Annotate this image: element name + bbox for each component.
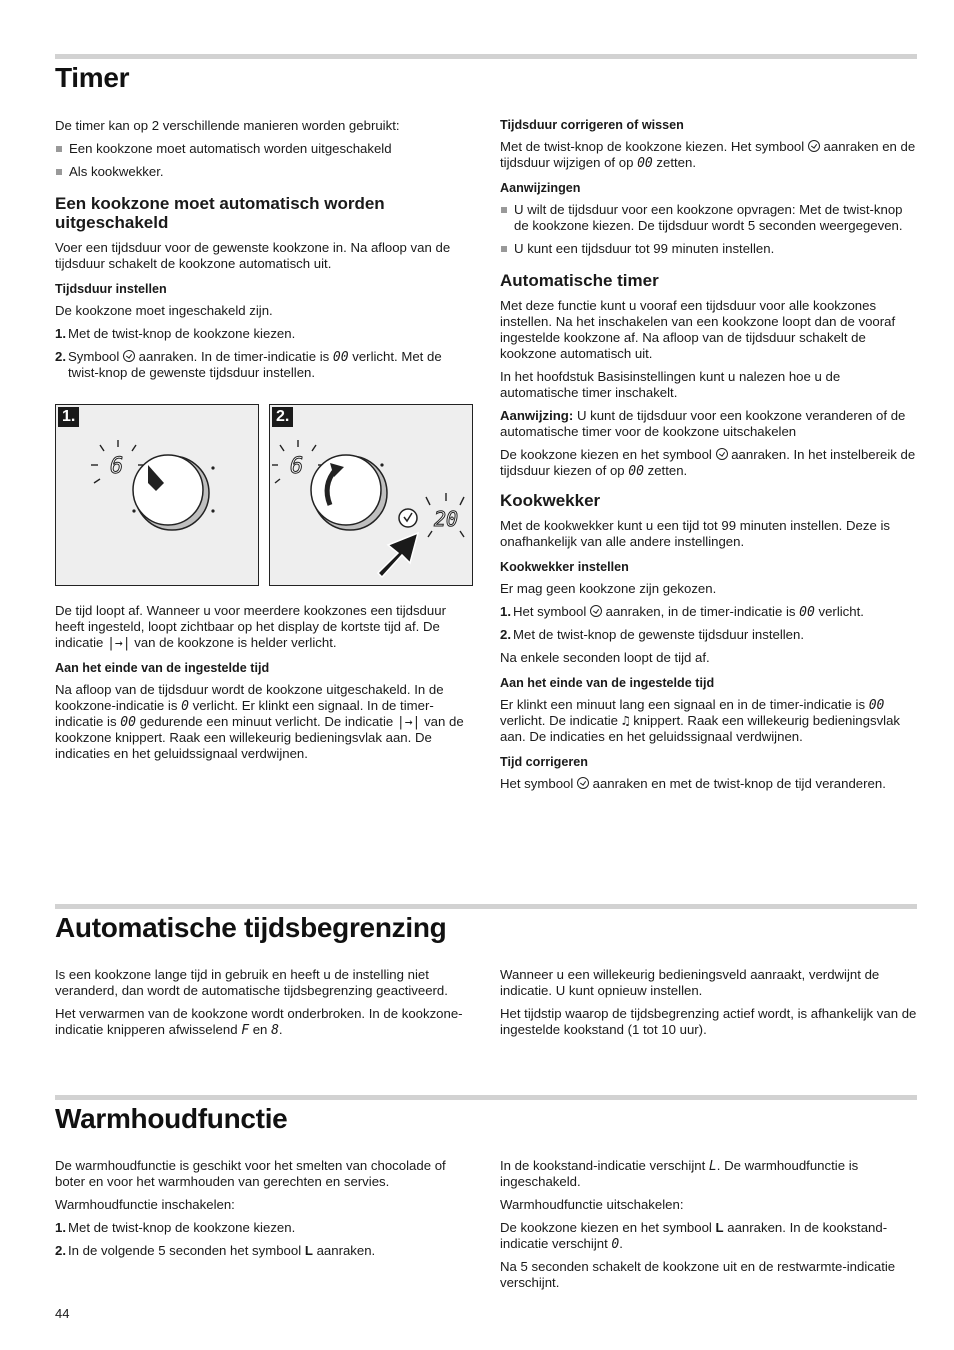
heading-einde: Aan het einde van de ingestelde tijd (500, 676, 715, 690)
paragraph: Het tijdstip waarop de tijdsbegrenzing actief wordt, is afhankelijk van de ingestelde kookstand (1 tot 10 uur). (500, 1006, 917, 1037)
illustration-step-2 (269, 404, 473, 586)
auto-left-column (55, 967, 473, 1045)
paragraph: Het symbool aanraken en met de twist-knop de tijd veranderen. (500, 776, 886, 791)
timer-intro: De timer kan op 2 verschillende manieren worden gebruikt: (55, 118, 400, 133)
paragraph: Voer een tijdsduur voor de gewenste kookzone in. Na afloop van de tijdsduur schakelt de kookzone automatisch uit. (55, 240, 451, 271)
knob-timer-illustration (270, 405, 472, 585)
figure-label: 2. (272, 407, 293, 427)
section-title-timer: Timer (55, 62, 130, 93)
figure-label: 1. (58, 407, 79, 427)
paragraph: In de kookstand-indicatie verschijnt L. De warmhoudfunctie is ingeschakeld. (500, 1158, 859, 1189)
section-title-warm: Warmhoudfunctie (55, 1103, 288, 1134)
paragraph: Warmhoudfunctie inschakelen: (55, 1197, 235, 1212)
section-title-auto: Automatische tijdsbegrenzing (55, 912, 447, 943)
paragraph: Na afloop van de tijdsduur wordt de kookzone uitgeschakeld. In de kookzone-indicatie is 0 verlicht. Er klinkt een signaal. In de timer-indicatie is 00 gedurende een minuut verlicht. De indicatie |→| van de kookzone knippert. Raak een willekeurig bedieningsvlak aan. De indicaties en het geluidssignaal verdwijnen. (55, 682, 464, 761)
paragraph: Wanneer u een willekeurig bedieningsveld aanraakt, verdwijnt de indicatie. U kunt opnieuw instellen. (500, 967, 880, 998)
zone-digit: 6 (110, 454, 124, 479)
paragraph: Het verwarmen van de kookzone wordt onderbroken. In de kookzone-indicatie knipperen afwisselend F en 8. (55, 1006, 463, 1038)
section-rule (55, 1095, 917, 1100)
heading-automatisch: Een kookzone moet automatisch worden uitgeschakeld (55, 194, 385, 232)
warm-left-column (55, 1158, 473, 1266)
heading-automatische-timer: Automatische timer (500, 271, 659, 290)
timer-digits: 20 (434, 507, 459, 531)
auto-right-column (500, 967, 920, 1045)
bullet-item: Als kookwekker. (55, 164, 471, 180)
timer-symbol-icon (577, 777, 589, 789)
paragraph: Aanwijzing: U kunt de tijdsduur voor een kookzone veranderen of de automatische timer voor de kookzone uitschakelen (500, 408, 906, 439)
paragraph: Met de kookwekker kunt u een tijd tot 99 minuten instellen. Deze is onafhankelijk van alle andere instellingen. (500, 518, 890, 549)
paragraph: Na enkele seconden loopt de tijd af. (500, 650, 710, 665)
step-2: 2. In de volgende 5 seconden het symbool L aanraken. (55, 1243, 376, 1258)
timer-symbol-icon (716, 448, 728, 460)
heading-corrigeren: Tijdsduur corrigeren of wissen (500, 118, 684, 132)
bullet-item: Een kookzone moet automatisch worden uitgeschakeld (55, 141, 471, 157)
paragraph: Er klinkt een minuut lang een signaal en in de timer-indicatie is 00 verlicht. De indicatie ♫ knippert. Raak een willekeurig bedieningsvlak aan. De indicaties en het geluidssignaal verdwijnen. (500, 697, 901, 744)
timer-right-column (500, 118, 920, 799)
section-rule (55, 904, 917, 909)
paragraph: De tijd loopt af. Wanneer u voor meerdere kookzones een tijdsduur heeft ingesteld, loopt zichtbaar op het display de kortste tijd af. De indicatie |→| van de kookzone is helder verlicht. (55, 603, 446, 651)
warm-right-column (500, 1158, 920, 1298)
paragraph: Met deze functie kunt u vooraf een tijdsduur voor alle kookzones instellen. Na het inschakelen van een kookzone loopt dan de vooraf ingestelde kookzone af. Na afloop van de tijdsduur schakelt de kookzone automatisch uit. (500, 298, 896, 361)
paragraph: In het hoofdstuk Basisinstellingen kunt u nalezen hoe u de automatische timer inschakelt. (500, 369, 841, 400)
heading-kookwekker: Kookwekker (500, 491, 601, 510)
step-2: 2. Met de twist-knop de gewenste tijdsduur instellen. (500, 627, 805, 642)
paragraph: Met de twist-knop de kookzone kiezen. Het symbool aanraken en de tijdsduur wijzigen of op 00 zetten. (500, 139, 916, 171)
step-1: 1. Met de twist-knop de kookzone kiezen. (55, 1220, 296, 1235)
illustration-step-1 (55, 404, 259, 586)
heading-einde: Aan het einde van de ingestelde tijd (55, 661, 270, 675)
heading-tijd-corrigeren: Tijd corrigeren (500, 755, 588, 769)
paragraph: Er mag geen kookzone zijn gekozen. (500, 581, 717, 596)
timer-zero-symbol: 00 (332, 350, 349, 365)
timer-symbol-icon (808, 140, 820, 152)
heading-aanwijzingen: Aanwijzingen (500, 181, 581, 195)
paragraph: De kookzone moet ingeschakeld zijn. (55, 303, 273, 318)
step-1: 1. Met de twist-knop de kookzone kiezen. (55, 326, 296, 341)
step-1: 1. Het symbool aanraken, in de timer-indicatie is 00 verlicht. (500, 604, 864, 620)
knob-illustration (56, 405, 258, 585)
step-2: 2. Symbool aanraken. In de timer-indicatie is 00 verlicht. Met de twist-knop de gewenste tijdsduur instellen. (55, 349, 442, 380)
timer-symbol-icon (590, 605, 602, 617)
timer-symbol-icon (123, 350, 135, 362)
page-number: 44 (55, 1306, 70, 1321)
paragraph: De kookzone kiezen en het symbool L aanraken. In de kookstand-indicatie verschijnt 0. (500, 1220, 888, 1252)
paragraph: Is een kookzone lange tijd in gebruik en heeft u de instelling niet veranderd, dan wordt de automatische tijdsbegrenzing geactiveerd. (55, 967, 448, 998)
heading-tijdsduur-instellen: Tijdsduur instellen (55, 282, 167, 296)
heading-kookwekker-instellen: Kookwekker instellen (500, 560, 629, 574)
timer-left-column-lower (55, 603, 473, 769)
bell-icon: ♫ (621, 714, 630, 729)
zone-digit: 6 (290, 454, 304, 479)
paragraph: Na 5 seconden schakelt de kookzone uit en de restwarmte-indicatie verschijnt. (500, 1259, 896, 1290)
bullet-item: U wilt de tijdsduur voor een kookzone opvragen: Met de twist-knop de kookzone kiezen. De tijdsduur wordt 5 seconden weergegeven. (500, 202, 920, 234)
bullet-item: U kunt een tijdsduur tot 99 minuten instellen. (500, 241, 920, 257)
paragraph: De warmhoudfunctie is geschikt voor het smelten van chocolade of boter en voor het warmhouden van gerechten en servies. (55, 1158, 446, 1189)
paragraph: De kookzone kiezen en het symbool aanraken. In het instelbereik de tijdsduur kiezen of op 00 zetten. (500, 447, 916, 479)
timer-left-column (55, 118, 471, 388)
paragraph: Warmhoudfunctie uitschakelen: (500, 1197, 684, 1212)
section-rule (55, 54, 917, 59)
